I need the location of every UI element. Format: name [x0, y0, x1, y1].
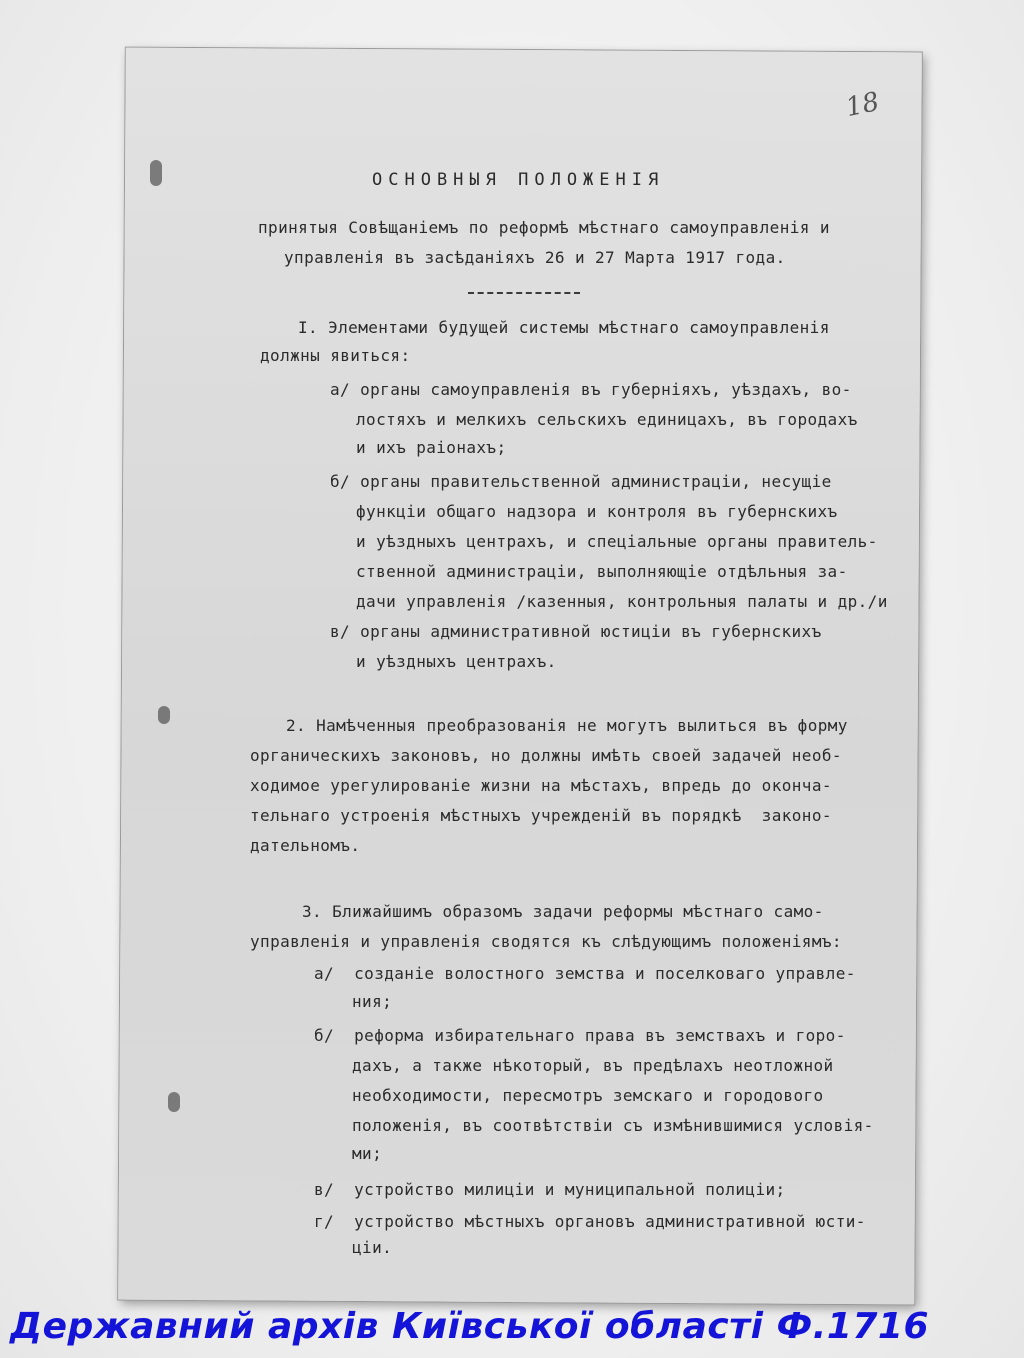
section-2-line: органическихъ законовъ, но должны имѣть своей задачей необ-	[250, 746, 842, 765]
section-2-line: ходимое урегулированіе жизни на мѣстахъ, впредь до оконча-	[250, 776, 832, 795]
item-b-line: ственной администраціи, выполняющіе отдѣльныя за-	[356, 562, 848, 581]
item-3g-line: ціи.	[352, 1238, 393, 1257]
section-2-line: 2. Намѣченныя преобразованія не могутъ вылиться въ форму	[286, 716, 848, 735]
item-v-line: в/ органы административной юстиціи въ губернскихъ	[330, 622, 822, 641]
item-a-line: а/ органы самоуправленія въ губерніяхъ, уѣздахъ, во-	[330, 380, 852, 399]
item-3v-line: в/ устройство милиціи и муниципальной полиціи;	[314, 1180, 786, 1199]
item-3b-line: б/ реформа избирательнаго права въ земствахъ и горо-	[314, 1026, 846, 1045]
item-b-line: функціи общаго надзора и контроля въ губернскихъ	[356, 502, 838, 521]
subtitle-line: управленія въ засѣданіяхъ 26 и 27 Марта 1917 года.	[284, 248, 786, 267]
item-a-line: и ихъ раіонахъ;	[356, 438, 507, 457]
binding-hole	[168, 1092, 180, 1112]
document-title: ОСНОВНЫЯ ПОЛОЖЕНІЯ	[372, 170, 665, 190]
section-1-line: должны явиться:	[260, 346, 411, 365]
item-a-line: лостяхъ и мелкихъ сельскихъ единицахъ, въ городахъ	[356, 410, 858, 429]
separator-rule	[468, 292, 580, 294]
item-3a-line: а/ созданіе волостного земства и поселковаго управле-	[314, 964, 856, 983]
section-1-line: I. Элементами будущей системы мѣстнаго самоуправленія	[298, 318, 830, 337]
item-3b-line: необходимости, пересмотръ земскаго и городового	[352, 1086, 824, 1105]
item-v-line: и уѣздныхъ центрахъ.	[356, 652, 557, 671]
section-2-line: тельнаго устроенія мѣстныхъ учрежденій въ порядкѣ законо-	[250, 806, 832, 825]
section-3-line: 3. Ближайшимъ образомъ задачи реформы мѣстнаго само-	[302, 902, 824, 921]
binding-hole	[158, 706, 170, 724]
item-3a-line: ния;	[352, 992, 393, 1011]
binding-hole	[150, 160, 162, 186]
item-b-line: и уѣздныхъ центрахъ, и спеціальные органы правитель-	[356, 532, 878, 551]
item-3g-line: г/ устройство мѣстныхъ органовъ административной юсти-	[314, 1212, 866, 1231]
item-3b-line: ми;	[352, 1144, 383, 1163]
section-3-line: управленія и управленія сводятся къ слѣдующимъ положеніямъ:	[250, 932, 842, 951]
item-b-line: б/ органы правительственной администраціи, несущіе	[330, 472, 832, 491]
item-b-line: дачи управленія /казенныя, контрольныя палаты и др./и	[356, 592, 888, 611]
archive-caption: Державний архів Київської області Ф.1716	[10, 1306, 930, 1347]
item-3b-line: дахъ, а также нѣкоторый, въ предѣлахъ неотложной	[352, 1056, 834, 1075]
page-number: 18	[843, 86, 882, 124]
item-3b-line: положенія, въ соотвѣтствіи съ измѣнившимися условія-	[352, 1116, 874, 1135]
section-2-line: дательномъ.	[250, 836, 361, 855]
subtitle-line: принятыя Совѣщаніемъ по реформѣ мѣстнаго самоуправленія и	[258, 218, 830, 237]
